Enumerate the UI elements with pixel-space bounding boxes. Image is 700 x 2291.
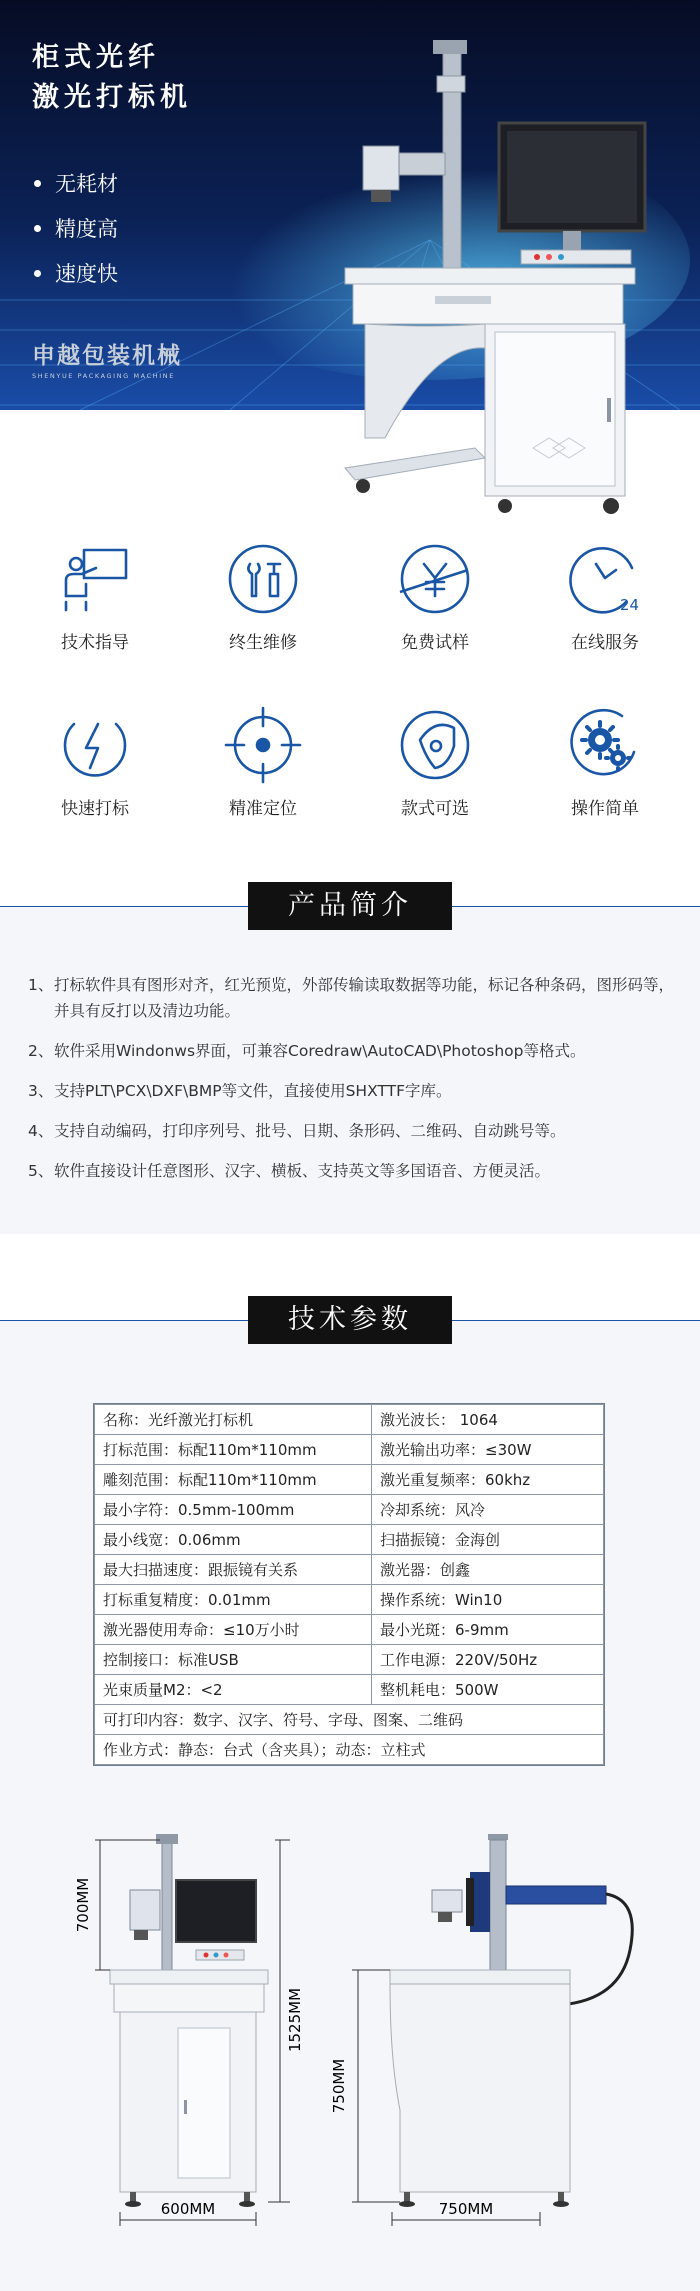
feature-style-options [380,706,490,819]
feature-easy-operation [550,706,660,819]
intro-item: 5、 软件直接设计任意图形、汉字、横板、支持英文等多国语音、方便灵活。 [28,1162,551,1180]
intro-title: 产品简介 [248,882,452,930]
feature-label: 快速打标 [61,799,129,819]
feature-label: 在线服务 [571,633,639,653]
feature-online-service [550,540,660,653]
select-style-icon [396,706,474,784]
front-total-height-label: 1525MM [286,1987,304,2053]
bullet-icon [34,270,41,277]
feature-label: 款式可选 [401,799,469,819]
brand-name: 申越包装机械 [32,343,182,369]
clock-24-icon [566,540,644,618]
feature-lifetime-repair [208,540,318,653]
spec-table [93,1403,605,1766]
feature-free-sample [380,540,490,653]
feature-label: 精准定位 [229,799,297,819]
bullet-icon [34,180,41,187]
spec-row: 控制接口：标准USB 工作电源：220V/50Hz [95,1645,604,1675]
front-view-machine [110,1834,268,2207]
spec-row: 最大扫描速度：跟振镜有关系 激光器：创鑫 [95,1555,604,1585]
bullet-icon [34,225,41,232]
hero-feature-item: 无耗材 [34,162,118,207]
feature-label: 技术指导 [61,633,129,653]
side-height-label: 750MM [330,2058,348,2114]
teacher-board-icon [56,540,134,618]
target-icon [224,706,302,784]
spec-title: 技术参数 [248,1296,452,1344]
tools-icon [224,540,302,618]
side-view-machine [390,1834,632,2207]
hero-title-line2: 激光打标机 [32,82,192,113]
brand-logo [32,337,182,380]
front-width-label: 600MM [160,2200,216,2218]
spec-row: 光束质量M2：<2 整机耗电：500W [95,1675,604,1705]
hero-title-line1: 柜式光纤 [32,42,160,73]
hero-feature-item: 速度快 [34,252,118,297]
feature-label: 操作简单 [571,799,639,819]
spec-row: 打标重复精度：0.01mm 操作系统：Win10 [95,1585,604,1615]
spec-row-full: 作业方式：静态：台式（含夹具）；动态：立柱式 [95,1735,604,1765]
laser-marking-machine-illustration [325,28,655,528]
spec-row: 雕刻范围：标配110m*110mm 激光重复频率：60khz [95,1465,604,1495]
svg-text:24: 24 [620,596,640,614]
side-width-label: 750MM [438,2200,494,2218]
intro-item: 4、 支持自动编码，打印序列号、批号、日期、条形码、二维码、自动跳号等。 [28,1122,566,1140]
brand-english-name: SHENYUE PACKAGING MACHINE [32,372,175,380]
intro-item: 2、 软件采用Windonws界面，可兼容Coredraw\AutoCAD\Photoshop等格式。 [28,1042,586,1060]
intro-list [28,972,678,1198]
spec-row: 最小字符：0.5mm-100mm 冷却系统：风冷 [95,1495,604,1525]
feature-fast-marking [40,706,150,819]
intro-item: 3、 支持PLT\PCX\DXF\BMP等文件，直接使用SHXTTF字库。 [28,1082,452,1100]
gears-icon [566,706,644,784]
lightning-icon [56,706,134,784]
spec-row: 最小线宽：0.06mm 扫描振镜：金海创 [95,1525,604,1555]
front-top-height-label: 700MM [74,1877,92,1933]
hero-feature-list [34,162,118,297]
dimension-diagram [0,1810,700,2230]
hero-title [32,38,192,118]
yen-icon [396,540,474,618]
feature-precise-positioning [208,706,318,819]
intro-item: 1、 打标软件具有图形对齐，红光预览，外部传输读取数据等功能，标记各种条码，图形码等，并具有反打以及清边功能。 [28,976,675,1020]
hero-feature-item: 精度高 [34,207,118,252]
spec-row: 名称：光纤激光打标机 激光波长： 1064 [95,1405,604,1435]
spec-row: 激光器使用寿命：≤10万小时 最小光斑：6-9mm [95,1615,604,1645]
feature-label: 免费试样 [401,633,469,653]
spec-row-full: 可打印内容：数字、汉字、符号、字母、图案、二维码 [95,1705,604,1735]
feature-label: 终生维修 [229,633,297,653]
feature-tech-guidance [40,540,150,653]
spec-row: 打标范围：标配110m*110mm 激光输出功率：≤30W [95,1435,604,1465]
